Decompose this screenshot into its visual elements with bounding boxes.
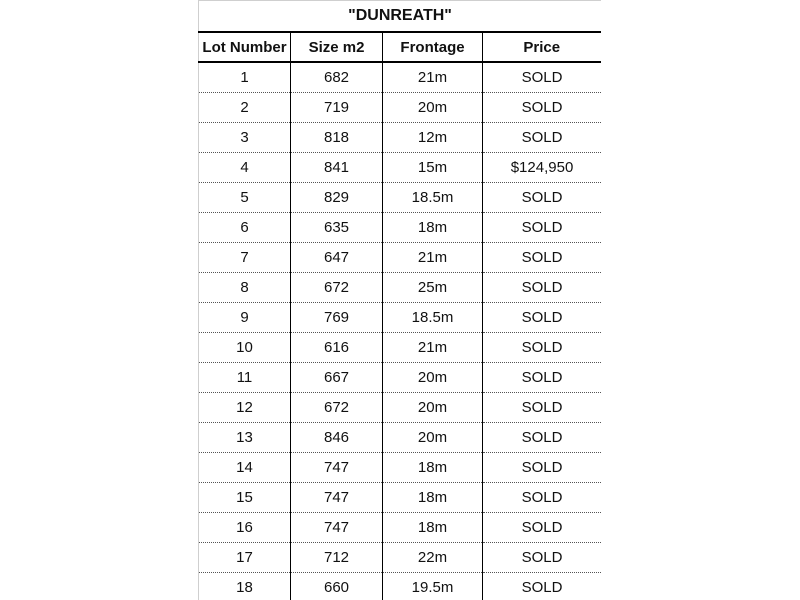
size-cell: 818	[291, 123, 383, 153]
frontage-cell: 18m	[383, 453, 483, 483]
price-cell: $124,950	[483, 153, 602, 183]
table-row	[199, 333, 602, 363]
frontage-cell: 22m	[383, 543, 483, 573]
size-cell: 672	[291, 273, 383, 303]
lot-number-cell: 3	[199, 123, 291, 153]
frontage-cell: 18m	[383, 213, 483, 243]
size-cell: 672	[291, 393, 383, 423]
frontage-cell: 12m	[383, 123, 483, 153]
frontage-cell: 20m	[383, 423, 483, 453]
table-row	[199, 273, 602, 303]
lot-number-cell: 15	[199, 483, 291, 513]
header-lot-number: Lot Number	[199, 32, 291, 62]
size-cell: 747	[291, 453, 383, 483]
price-cell: SOLD	[483, 243, 602, 273]
price-cell: SOLD	[483, 183, 602, 213]
header-price: Price	[483, 32, 602, 62]
size-cell: 682	[291, 62, 383, 93]
table-row	[199, 153, 602, 183]
price-cell: SOLD	[483, 543, 602, 573]
lot-number-cell: 16	[199, 513, 291, 543]
price-cell: SOLD	[483, 483, 602, 513]
price-cell: SOLD	[483, 123, 602, 153]
size-cell: 829	[291, 183, 383, 213]
price-cell: SOLD	[483, 213, 602, 243]
price-cell: SOLD	[483, 423, 602, 453]
price-cell: SOLD	[483, 393, 602, 423]
price-cell: SOLD	[483, 333, 602, 363]
frontage-cell: 21m	[383, 333, 483, 363]
size-cell: 635	[291, 213, 383, 243]
table-row	[199, 183, 602, 213]
lot-number-cell: 14	[199, 453, 291, 483]
table-row	[199, 453, 602, 483]
size-cell: 747	[291, 483, 383, 513]
lot-number-cell: 7	[199, 243, 291, 273]
lot-table	[198, 0, 601, 600]
lot-number-cell: 1	[199, 62, 291, 93]
size-cell: 616	[291, 333, 383, 363]
lot-number-cell: 9	[199, 303, 291, 333]
lot-price-sheet	[198, 0, 601, 600]
frontage-cell: 21m	[383, 62, 483, 93]
header-frontage: Frontage	[383, 32, 483, 62]
price-cell: SOLD	[483, 62, 602, 93]
price-cell: SOLD	[483, 573, 602, 600]
table-row	[199, 243, 602, 273]
frontage-cell: 20m	[383, 93, 483, 123]
frontage-cell: 20m	[383, 363, 483, 393]
sheet-title: "DUNREATH"	[199, 1, 602, 33]
frontage-cell: 21m	[383, 243, 483, 273]
lot-number-cell: 10	[199, 333, 291, 363]
table-row	[199, 123, 602, 153]
table-row	[199, 62, 602, 93]
size-cell: 841	[291, 153, 383, 183]
price-cell: SOLD	[483, 453, 602, 483]
size-cell: 647	[291, 243, 383, 273]
frontage-cell: 15m	[383, 153, 483, 183]
table-row	[199, 423, 602, 453]
size-cell: 719	[291, 93, 383, 123]
table-row	[199, 93, 602, 123]
price-cell: SOLD	[483, 363, 602, 393]
header-row	[199, 32, 602, 62]
lot-number-cell: 11	[199, 363, 291, 393]
price-cell: SOLD	[483, 513, 602, 543]
size-cell: 660	[291, 573, 383, 600]
table-body	[199, 62, 602, 600]
table-row	[199, 303, 602, 333]
price-cell: SOLD	[483, 93, 602, 123]
frontage-cell: 18m	[383, 483, 483, 513]
frontage-cell: 18.5m	[383, 183, 483, 213]
lot-number-cell: 12	[199, 393, 291, 423]
table-row	[199, 513, 602, 543]
frontage-cell: 18.5m	[383, 303, 483, 333]
table-row	[199, 573, 602, 600]
frontage-cell: 20m	[383, 393, 483, 423]
size-cell: 712	[291, 543, 383, 573]
price-cell: SOLD	[483, 303, 602, 333]
size-cell: 667	[291, 363, 383, 393]
frontage-cell: 18m	[383, 513, 483, 543]
table-row	[199, 363, 602, 393]
table-row	[199, 543, 602, 573]
lot-number-cell: 8	[199, 273, 291, 303]
price-cell: SOLD	[483, 273, 602, 303]
lot-number-cell: 4	[199, 153, 291, 183]
lot-number-cell: 2	[199, 93, 291, 123]
table-row	[199, 213, 602, 243]
header-size: Size m2	[291, 32, 383, 62]
table-row	[199, 483, 602, 513]
size-cell: 769	[291, 303, 383, 333]
size-cell: 846	[291, 423, 383, 453]
lot-number-cell: 6	[199, 213, 291, 243]
lot-number-cell: 18	[199, 573, 291, 600]
size-cell: 747	[291, 513, 383, 543]
frontage-cell: 19.5m	[383, 573, 483, 600]
lot-number-cell: 13	[199, 423, 291, 453]
lot-number-cell: 5	[199, 183, 291, 213]
title-row	[199, 1, 602, 33]
table-row	[199, 393, 602, 423]
lot-number-cell: 17	[199, 543, 291, 573]
frontage-cell: 25m	[383, 273, 483, 303]
